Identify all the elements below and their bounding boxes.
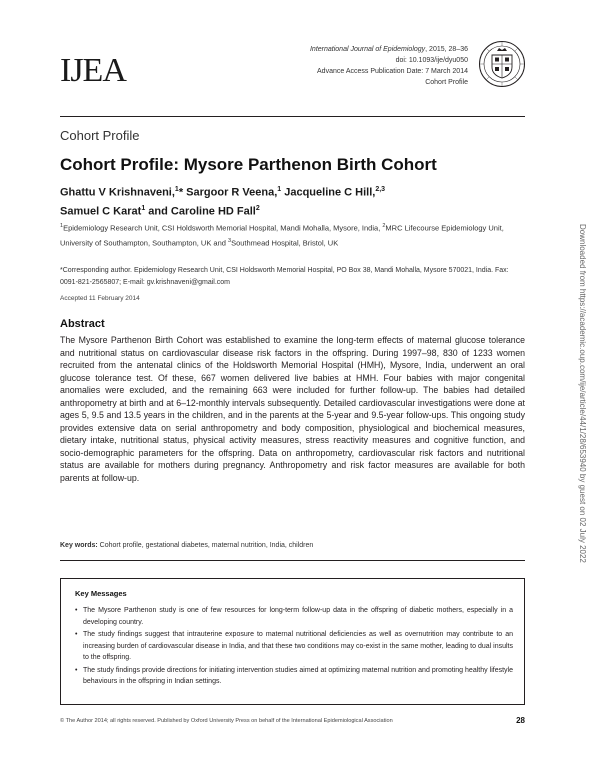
copyright-notice: © The Author 2014; all rights reserved. Published by Oxford University Press on behalf of the International Epidemiological Association bbox=[60, 718, 393, 724]
author-name[interactable]: Jacqueline C Hill, bbox=[284, 186, 376, 199]
author-separator: * bbox=[178, 186, 187, 199]
author-affiliation-sup: 2 bbox=[255, 204, 260, 212]
download-watermark bbox=[578, 224, 587, 563]
journal-citation bbox=[310, 44, 468, 55]
list-item bbox=[75, 665, 513, 688]
author-separator: and bbox=[145, 205, 171, 218]
keywords-label: Key words: bbox=[60, 542, 98, 549]
author-name[interactable]: Ghattu V Krishnaveni, bbox=[60, 186, 175, 199]
bullet-icon: • bbox=[75, 631, 78, 638]
advance-access-date: Advance Access Publication Date: 7 March 2014 bbox=[317, 68, 468, 75]
author-affiliation-sup: 1 bbox=[174, 186, 179, 193]
journal-meta bbox=[310, 44, 468, 88]
corresponding-author: *Corresponding author. Epidemiology Research Unit, CSI Holdsworth Memorial Hospital, PO Box 38, Mandi Mohalla, Mysore 570021, India. Fax: 0091-821-2565807; E-mail: gv.krishnaveni@gmail.com bbox=[60, 267, 509, 286]
accepted-date: Accepted 11 February 2014 bbox=[60, 295, 140, 302]
journal-name: International Journal of Epidemiology bbox=[309, 46, 426, 53]
author-list bbox=[60, 182, 520, 219]
download-note[interactable]: Downloaded from https://academic.oup.com/ije/article/44/1/28/653940 by guest on 02 July 2022 bbox=[578, 224, 587, 563]
keywords bbox=[60, 542, 525, 549]
author-affiliation-sup: 1 bbox=[141, 204, 146, 212]
author-affiliation-sup: 2,3 bbox=[375, 186, 386, 193]
abstract-divider bbox=[60, 560, 525, 561]
author-name[interactable]: Samuel C Karat bbox=[60, 205, 142, 218]
author-name[interactable]: Caroline HD Fall bbox=[170, 205, 256, 218]
affiliation-1: Epidemiology Research Unit, CSI Holdsworth Memorial Hospital, Mandi Mohalla, Mysore, India, bbox=[63, 223, 383, 233]
author-name[interactable]: Sargoor R Veena, bbox=[186, 186, 278, 199]
bullet-icon: • bbox=[75, 607, 78, 614]
list-item bbox=[75, 629, 513, 664]
section-type: Cohort Profile bbox=[60, 128, 140, 143]
affiliation-sup: 3 bbox=[228, 237, 232, 244]
journal-details: , 2015, 28–36 bbox=[425, 46, 468, 53]
keywords-list: Cohort profile, gestational diabetes, maternal nutrition, India, children bbox=[97, 542, 314, 549]
article-title: Cohort Profile: Mysore Parthenon Birth Cohort bbox=[60, 155, 437, 174]
affiliation-sup: 1 bbox=[60, 223, 64, 229]
doi-link[interactable]: doi: 10.1093/ije/dyu050 bbox=[395, 57, 468, 64]
page-number: 28 bbox=[516, 716, 525, 725]
key-messages-box bbox=[60, 578, 525, 705]
affiliation-3: Southmead Hospital, Bristol, UK bbox=[231, 238, 339, 247]
bullet-icon: • bbox=[75, 666, 78, 674]
abstract-heading: Abstract bbox=[60, 318, 105, 330]
affiliations bbox=[60, 220, 520, 249]
author-affiliation-sup: 1 bbox=[277, 186, 282, 193]
header-section-label: Cohort Profile bbox=[425, 79, 468, 86]
key-message-text: The study findings provide directions for initiating intervention studies aimed at optimizing maternal nutrition and promoting healthy lifestyle behaviours in the offspring in Indian settings. bbox=[83, 666, 513, 685]
abstract-text: The Mysore Parthenon Birth Cohort was established to examine the long-term effects of maternal glucose tolerance and nutritional status on cardiovascular disease risk factors in the offspring. During 1997–98, 830 of 1233 women recruited from the antenatal clinics of the Holdsworth Memorial Hospital (HMH), Mysore, India, underwent an oral glucose tolerance test. Of these, 667 women delivered live babies at HMH. Four babies with major congenital anomalies were excluded, and the remaining 663 were included for further follow-up. The babies had detailed anthropometry at birth and at 6–12-monthly intervals subsequently. Detailed cardiovascular investigations were done at ages 5, 9.5 and 13.5 years in the children, and in the parents at the 5-year and 9.5-year follow-ups. This ongoing study provides extensive data on serial anthropometry and body composition, physiological and biochemical measures, dietary intake, nutritional status, physical activity measures, stress reactivity measures and cognitive function, and socio-demographic parameters for the offspring. Data on anthropometry, cardiovascular risk factors and nutritional status are available for mothers during pregnancy. Anthropometry and risk factor measures are available for both parents at follow-up. bbox=[60, 335, 525, 483]
key-messages-list bbox=[75, 605, 513, 689]
header-divider bbox=[60, 116, 525, 117]
affiliation-2: MRC Lifecourse Epidemiology Unit, University of Southampton, Southampton, UK and bbox=[60, 223, 504, 247]
key-message-text: The Mysore Parthenon study is one of few resources for long-term follow-up data in the offspring of diabetic mothers, especially in a developing country. bbox=[83, 607, 513, 626]
key-messages-heading: Key Messages bbox=[75, 589, 127, 598]
key-message-text: The study findings suggest that intrauterine exposure to maternal nutritional deficiencies as well as overnutrition may contribute to an increasing burden of cardiovascular disease in India, and that these two conditions may co-exist in the same mother, leading to dual insults to the offspring. bbox=[83, 631, 513, 661]
journal-logo: IJEA bbox=[60, 52, 126, 89]
university-seal-icon bbox=[478, 40, 526, 88]
affiliation-sup: 2 bbox=[382, 223, 386, 229]
list-item bbox=[75, 605, 513, 628]
